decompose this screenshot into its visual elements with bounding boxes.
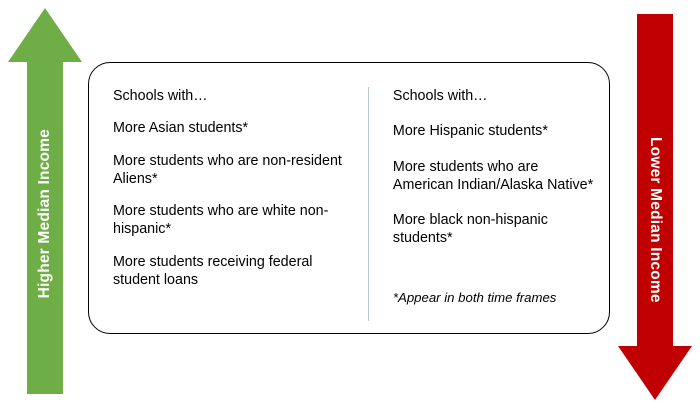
arrow-up-icon bbox=[6, 6, 84, 396]
list-item: More Asian students* bbox=[113, 120, 249, 137]
list-item: More students receiving federal student loans bbox=[113, 253, 313, 289]
left-column bbox=[113, 87, 368, 321]
content-panel bbox=[88, 62, 610, 334]
list-item: More students who are white non-hispanic* bbox=[113, 203, 329, 238]
list-item: More black non-hispanic students* bbox=[392, 212, 548, 247]
list-item: More Hispanic students* bbox=[392, 123, 548, 140]
right-column bbox=[368, 87, 599, 321]
list-item: More students who are non-resident Aliens* bbox=[113, 152, 342, 187]
lower-median-income-arrow bbox=[616, 12, 694, 402]
arrow-up-label: Higher Median Income bbox=[36, 129, 53, 299]
arrow-down-icon bbox=[616, 12, 694, 402]
list-item: More students who are American Indian/Alaska Native* bbox=[392, 158, 594, 193]
right-column-heading: Schools with… bbox=[392, 88, 488, 104]
left-column-heading: Schools with… bbox=[113, 88, 208, 104]
higher-median-income-arrow bbox=[6, 6, 84, 396]
footnote: *Appear in both time frames bbox=[392, 290, 557, 305]
arrow-down-label: Lower Median Income bbox=[647, 137, 664, 303]
panel-columns bbox=[89, 63, 609, 333]
